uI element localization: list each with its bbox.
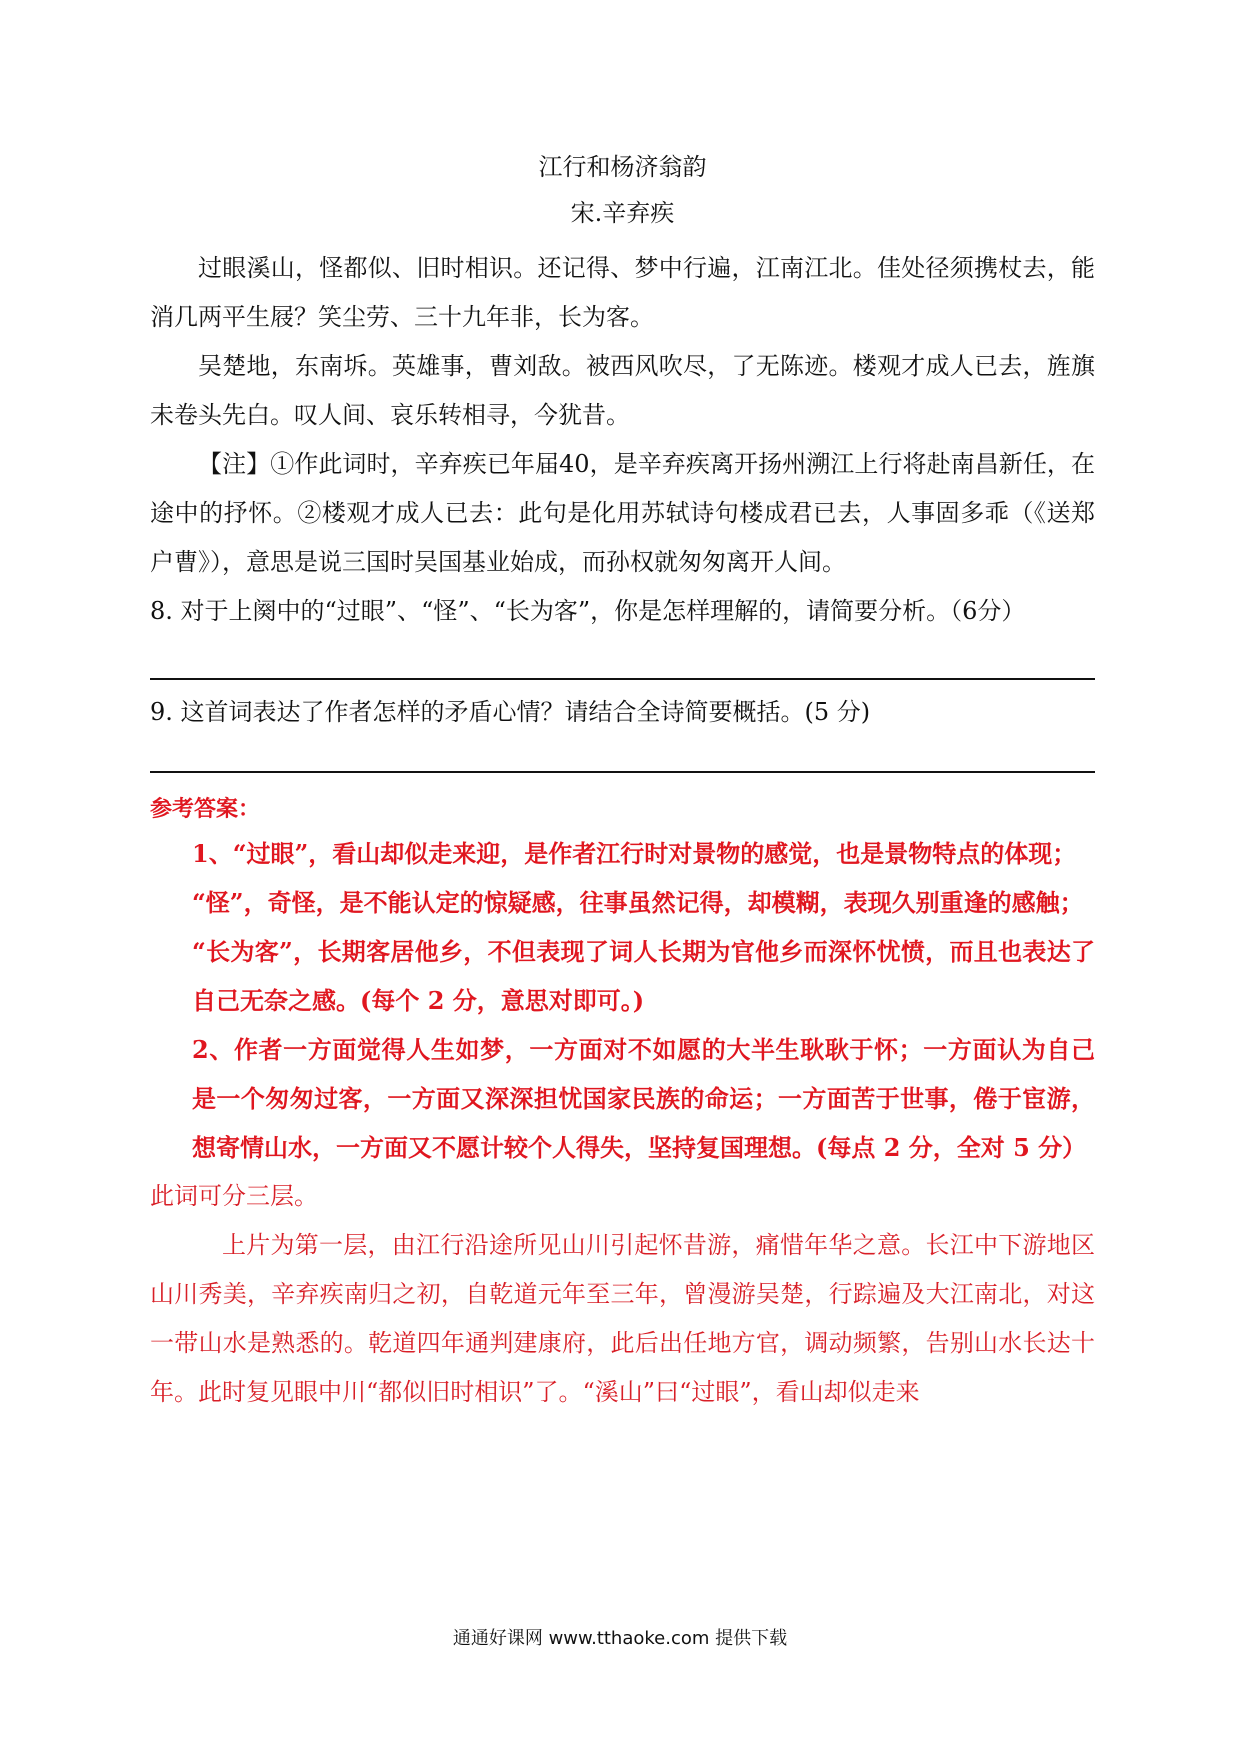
question-9: 9. 这首词表达了作者怎样的矛盾心情？请结合全诗简要概括。(5 分)	[150, 698, 871, 726]
answer-heading: 参考答案：	[150, 796, 261, 822]
poem-title: 江行和杨济翁韵	[538, 153, 707, 181]
question-8: 8. 对于上阕中的“过眼”、“怪”、“长为客”，你是怎样理解的，请简要分析。（6分）	[150, 597, 1026, 625]
explanation-intro: 此词可分三层。	[150, 1182, 318, 1210]
answer-item-4: 2、作者一方面觉得人生如梦，一方面对不如愿的大半生耿耿于怀；一方面认为自己是一个匆匆过客，一方面又深深担忧国家民族的命运；一方面苦于世事，倦于宦游，想寄情山水，一方面又不愿计较个人得失，坚持复国理想。(每点 2 分，全对 5 分）	[192, 1035, 1095, 1162]
poem-stanza-2: 吴楚地，东南坼。英雄事，曹刘敌。被西风吹尽，了无陈迹。楼观才成人已去，旌旗未卷头先白。叹人间、哀乐转相寻，今犹昔。	[150, 352, 1095, 429]
poem-note: 【注】①作此词时，辛弃疾已年届40，是辛弃疾离开扬州溯江上行将赴南昌新任，在途中的抒怀。②楼观才成人已去：此句是化用苏轼诗句楼成君已去，人事固多乖（《送郑户曹》），意思是说三国时吴国基业始成，而孙权就匆匆离开人间。	[150, 450, 1095, 576]
answer-item-3: “长为客”，长期客居他乡，不但表现了词人长期为官他乡而深怀忧愤，而且也表达了自己无奈之感。(每个 2 分，意思对即可。)	[192, 937, 1095, 1015]
page-footer: 通通好课网 www.tthaoke.com 提供下载	[452, 1628, 788, 1649]
answer-item-2: “怪”，奇怪，是不能认定的惊疑感，往事虽然记得，却模糊，表现久别重逢的感触；	[192, 888, 1084, 917]
answer-item-1: 1、“过眼”，看山却似走来迎，是作者江行时对景物的感觉，也是景物特点的体现；	[192, 839, 1077, 868]
poem-stanza-1: 过眼溪山，怪都似、旧时相识。还记得、梦中行遍，江南江北。佳处径须携杖去，能消几两平生屐？笑尘劳、三十九年非，长为客。	[150, 254, 1095, 331]
document-page	[150, 150, 1095, 1417]
explanation-body: 上片为第一层，由江行沿途所见山川引起怀昔游，痛惜年华之意。长江中下游地区山川秀美，辛弃疾南归之初，自乾道元年至三年，曾漫游吴楚，行踪遍及大江南北，对这一带山水是熟悉的。乾道四年通判建康府，此后出任地方官，调动频繁，告别山水长达十年。此时复见眼中川“都似旧时相识”了。“溪山”曰“过眼”，看山却似走来	[150, 1231, 1095, 1406]
poem-author: 宋.辛弃疾	[570, 199, 675, 227]
